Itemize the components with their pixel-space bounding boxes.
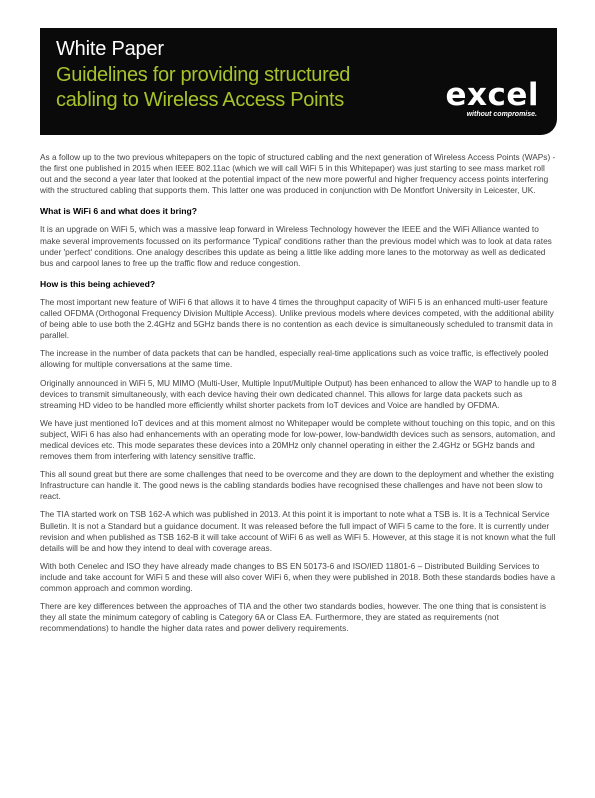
section-heading-how: How is this being achieved? bbox=[40, 278, 156, 289]
document-body bbox=[40, 152, 557, 641]
logo-tagline: without compromise. bbox=[466, 111, 537, 118]
logo-wordmark: excel bbox=[445, 77, 539, 113]
document-title-line-1: Guidelines for providing structured bbox=[56, 64, 351, 86]
paragraph: It is an upgrade on WiFi 5, which was a massive leap forward in Wireless Technology however the IEEE and the WiFi Alliance wanted to make several improvements focussed on its performance 'Typical' conditions rather than the previous model which was to look at data rates under 'perfect' conditions. One analogy describes this update as being a little like adding more lanes to the motorway as well as dedicated bus and carpool lanes to free up the traffic flow and reduce congestion. bbox=[40, 224, 552, 268]
paragraph: We have just mentioned IoT devices and at this moment almost no Whitepaper would be complete without touching on this topic, and on this subject, WiFi 6 has also had enhancements with an operating mode for low-power, low-bandwidth devices such as sensors, automation, and medical devices etc. This mode separates these devices into a 20MHz only channel operating in either the 2.4GHz or 5GHz bands and removes them from interfering with latency sensitive traffic. bbox=[40, 417, 556, 462]
paragraph: The most important new feature of WiFi 6 that allows it to have 4 times the throughput capacity of WiFi 5 is an enhanced multi-user feature called OFDMA (Orthogonal Frequency Division Multiple Access). Unlike previous models where devices competed, with the additional ability of being able to use both the 2.4GHz and 5GHz bands there is no contention as each device is simultaneously scheduled to transmit data in parallel. bbox=[40, 296, 554, 341]
paragraph: With both Cenelec and ISO they have already made changes to BS EN 50173-6 and ISO/IED 11801-6 – Distributed Building Services to include and take account for WiFi 5 and these will also cover WiFi 6, when they were published in 2018. Both these standards bodies have a common approach and common wording. bbox=[40, 560, 556, 593]
paragraph: The TIA started work on TSB 162-A which was published in 2013. At this point it is important to note what a TSB is. It is a Technical Service Bulletin. It is not a Standard but a guidance document. It was released before the full impact of WiFi 5 came to the fore. It is currently under revision and when published as TSB 162-B it will take account of WiFi 6 as well as WiFi 5. However, at this stage it is not known what the full details will be and how they intend to deal with coverage areas. bbox=[40, 509, 556, 553]
section-heading-wifi6: What is WiFi 6 and what does it bring? bbox=[40, 206, 197, 217]
paragraph: The increase in the number of data packets that can be handled, especially real-time applications such as voice traffic, is effectively pooled allowing for multiple conversations at the same time. bbox=[40, 348, 549, 370]
paragraph: There are key differences between the approaches of TIA and the other two standards bodies, however. The one thing that is consistent is they all state the minimum category of cabling is Category 6A or Class EA. Furthermore, they are stated as requirements (not recommendations) to handle the higher data rates and power delivery requirements. bbox=[40, 601, 546, 634]
paragraph: This all sound great but there are some challenges that need to be overcome and they are down to the deployment and whether the existing Infrastructure can handle it. The good news is the cabling standards bodies have recognised these challenges and have not been slow to react. bbox=[40, 469, 554, 502]
excel-logo bbox=[417, 77, 539, 118]
title-banner bbox=[40, 28, 557, 135]
document-title-line-2: cabling to Wireless Access Points bbox=[56, 89, 345, 111]
paragraph: Originally announced in WiFi 5, MU MIMO (Multi-User, Multiple Input/Multiple Output) has been enhanced to allow the WAP to handle up to 8 devices to transmit simultaneously, with each device having their own dedicated channel. This allows for large data packets such as streaming HD video to be handled more efficiently whilst shorter packets from IoT devices and Voice are handled by OFDMA. bbox=[40, 377, 557, 410]
document-type-label: White Paper bbox=[56, 38, 164, 60]
intro-paragraph: As a follow up to the two previous whitepapers on the topic of structured cabling and the next generation of Wireless Access Points (WAPs) - the first one published in 2015 when IEEE 802.11ac (which we will call WiFi 5 in this Whitepaper) was just starting to see mass market roll out and the second a year later that looked at the potential impact of the new more powerful and higher frequency access points interfering with the structured cabling that supports them. This latter one was produced in conjunction with De Montfort University in Leicester, UK. bbox=[40, 152, 556, 196]
